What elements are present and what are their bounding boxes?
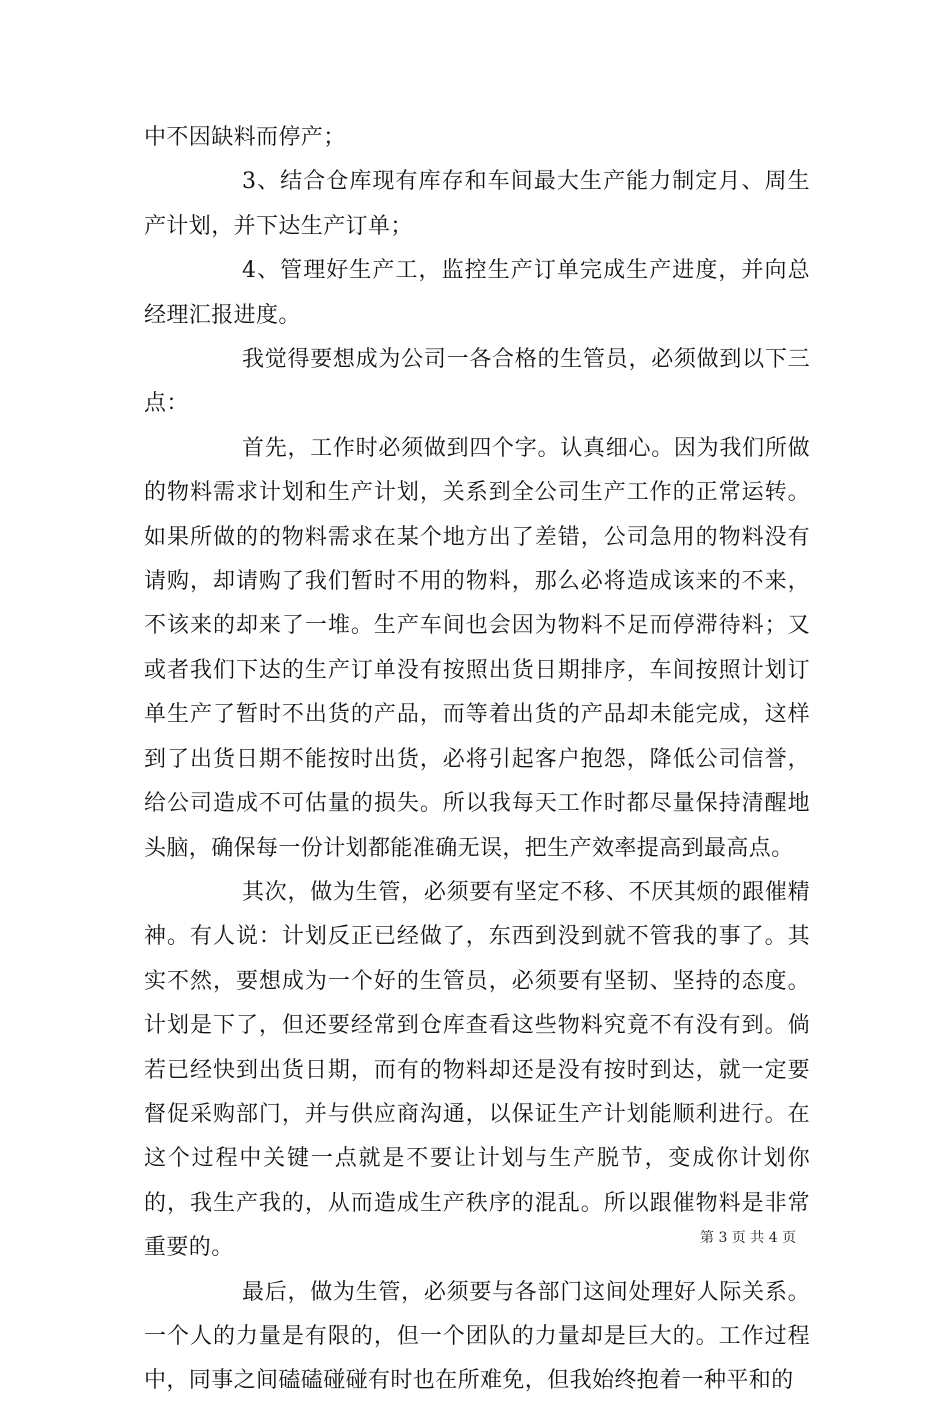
page-number-footer: 第 3 页 共 4 页 bbox=[700, 1230, 797, 1246]
paragraph-item-4: 4、管理好生产工，监控生产订单完成生产进度，并向总经理汇报进度。 bbox=[144, 258, 810, 328]
paragraph-item-3: 3、结合仓库现有库存和车间最大生产能力制定月、周生产计划，并下达生产订单； bbox=[144, 169, 810, 239]
paragraph-third: 最后，做为生管，必须要与各部门这间处理好人际关系。一个人的力量是有限的，但一个团队的力量却是巨大的。工作过程中，同事之间磕磕碰碰有时也在所难免，但我始终抱着一种平和的 bbox=[144, 1279, 810, 1394]
paragraph-first: 首先，工作时必须做到四个字。认真细心。因为我们所做的物料需求计划和生产计划，关系到全公司生产工作的正常运转。如果所做的的物料需求在某个地方出了差错，公司急用的物料没有请购，却请购了我们暂时不用的物料，那么必将造成该来的不来，不该来的却来了一堆。生产车间也会因为物料不足而停滞待料；又或者我们下达的生产订单没有按照出货日期排序，车间按照计划订单生产了暂时不出货的产品，而等着出货的产品却未能完成，这样到了出货日期不能按时出货，必将引起客户抱怨，降低公司信誉，给公司造成不可估量的损失。所以我每天工作时都尽量保持清醒地头脑，确保每一份计划都能准确无误，把生产效率提高到最高点。 bbox=[144, 435, 810, 861]
paragraph-continuation: 中不因缺料而停产； bbox=[144, 125, 346, 150]
paragraph-second: 其次，做为生管，必须要有坚定不移、不厌其烦的跟催精神。有人说：计划反正已经做了，东西到没到就不管我的事了。其实不然，要想成为一个好的生管员，必须要有坚韧、坚持的态度。计划是下了，但还要经常到仓库查看这些物料究竟不有没有到。倘若已经快到出货日期，而有的物料却还是没有按时到达，就一定要督促采购部门，并与供应商沟通，以保证生产计划能顺利进行。在这个过程中关键一点就是不要让计划与生产脱节，变成你计划你的，我生产我的，从而造成生产秩序的混乱。所以跟催物料是非常重要的。 bbox=[144, 879, 810, 1261]
document-body bbox=[144, 116, 810, 1404]
paragraph-intro: 我觉得要想成为公司一各合格的生管员，必须做到以下三点： bbox=[144, 347, 810, 417]
